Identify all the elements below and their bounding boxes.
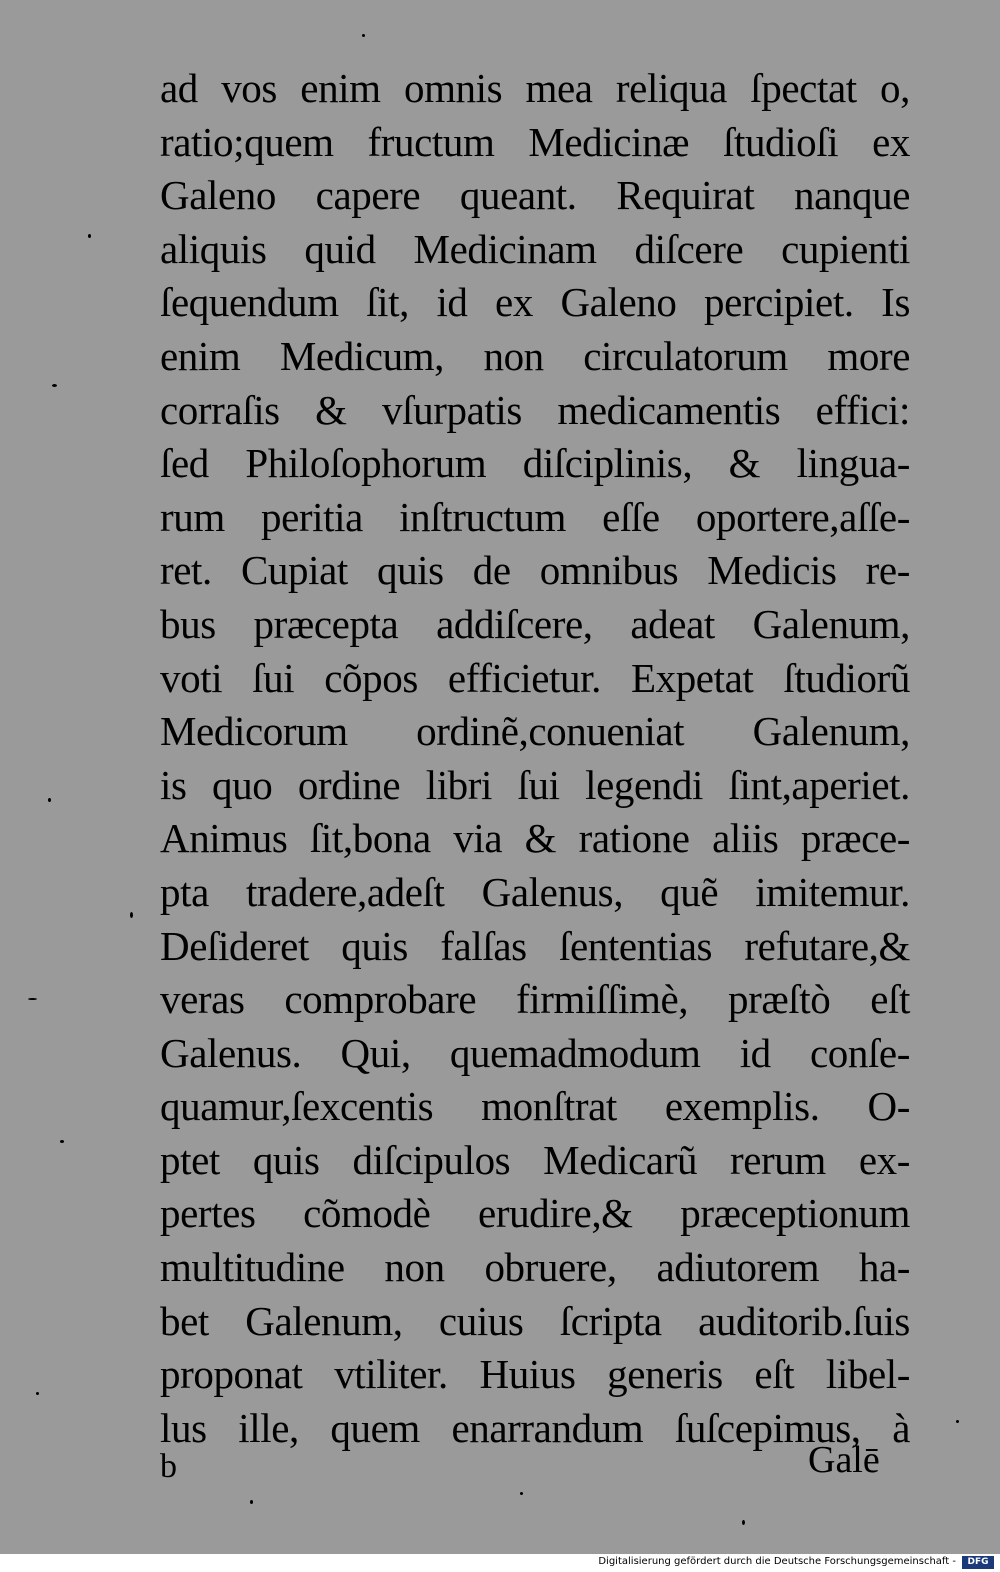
text-line: quamur,ſexcentis monſtrat exemplis. O- (160, 1083, 910, 1130)
body-text (160, 62, 910, 1455)
text-line: aliquis quid Medicinam diſcere cupienti (160, 225, 910, 272)
text-line: multitudine non obruere, adiutorem ha- (160, 1244, 910, 1291)
scan-speck (250, 1500, 253, 1504)
text-line: ad vos enim omnis mea reliqua ſpectat o, (160, 65, 910, 111)
scan-speck (956, 1420, 959, 1423)
catchword: Galē (808, 1439, 880, 1481)
scan-speck (520, 1492, 523, 1495)
text-line: ſequendum ſit, id ex Galeno percipiet. Is (160, 279, 910, 326)
text-line: ſed Philoſophorum diſciplinis, & lingua- (160, 440, 910, 487)
scan-speck (48, 798, 51, 802)
text-line: pertes cõmodè erudire,& præceptionum (160, 1190, 910, 1237)
text-line: corraſis & vſurpatis medicamentis effici: (160, 386, 910, 433)
scan-speck (52, 384, 57, 387)
text-line: Galenus. Qui, quemadmodum id conſe- (160, 1029, 910, 1076)
text-line: is quo ordine libri ſui legendi ſint,aperiet. (160, 761, 910, 808)
scan-speck (36, 1392, 39, 1395)
text-line: Animus ſit,bona via & ratione aliis præce- (160, 815, 910, 862)
text-line: Deſideret quis falſas ſententias refutare,& (160, 922, 910, 969)
text-line: ptet quis diſcipulos Medicarũ rerum ex- (160, 1136, 910, 1183)
text-line: ratio;quem fructum Medicinæ ſtudioſi ex (160, 118, 910, 165)
scan-speck (742, 1520, 745, 1525)
text-line: Galeno capere queant. Requirat nanque (160, 172, 910, 219)
text-line: pta tradere,adeſt Galenus, quẽ imitemur. (160, 868, 910, 915)
dfg-logo: DFG (962, 1556, 994, 1569)
text-line: proponat vtiliter. Huius generis eſt libel- (160, 1351, 910, 1398)
scan-speck (130, 912, 133, 918)
text-line: bus præcepta addiſcere, adeat Galenum, (160, 600, 910, 647)
text-line: ret. Cupiat quis de omnibus Medicis re- (160, 547, 910, 594)
text-line: veras comprobare firmiſſimè, præſtò eſt (160, 976, 910, 1023)
text-line: Medicorum ordinẽ,conueniat Galenum, (160, 708, 910, 755)
text-line: voti ſui cõpos efficietur. Expetat ſtudiorũ (160, 654, 910, 701)
signature-mark: b (160, 1448, 177, 1485)
funding-notice: Digitalisierung gefördert durch die Deutsche Forschungsgemeinschaft - (598, 1556, 956, 1567)
scan-speck (362, 34, 365, 37)
scan-speck (88, 234, 91, 238)
scan-speck (28, 998, 37, 1000)
scan-speck (60, 1140, 64, 1143)
text-line: bet Galenum, cuius ſcripta auditorib.ſuis (160, 1297, 910, 1344)
text-line: rum peritia inſtructum eſſe oportere,aſſe- (160, 493, 910, 540)
text-line: enim Medicum, non circulatorum more (160, 332, 910, 379)
text-line: lus ille, quem enarrandum ſuſcepimus, à (160, 1404, 910, 1451)
